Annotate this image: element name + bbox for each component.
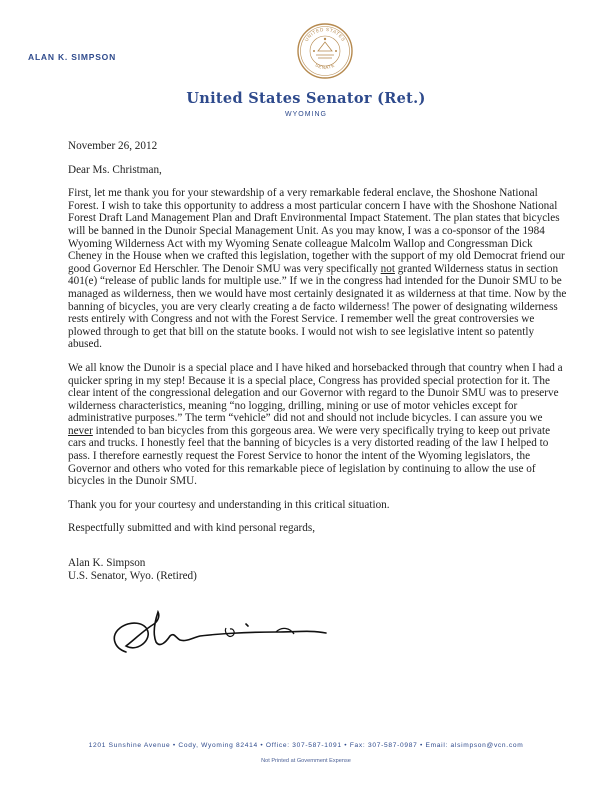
paragraph-2-part-b: intended to ban bicycles from this gorgeous area. We were very specifically trying to keep out private cars and trucks. I honestly feel that the banning of bicycles is a very distorted reading of the law I helped to pass. I therefore earnestly request the Forest Service to honor the intent of the Wyoming legislators, the Governor and others who voted for this remarkable piece of legislation by continuing to allow the use of bicycles in the Dunoir SMU. — [68, 424, 551, 488]
senate-seal — [296, 22, 354, 80]
paragraph-2-part-a: We all know the Dunoir is a special place and I have hiked and horsebacked through that country when I had a quicker spring in my step! Because it is a special place, Congress has provided special protection for it. The clear intent of the congressional delegation and our Governor with regard to the Dunoir SMU was to preserve wilderness characteristics, meaning “no logging, drilling, mining or use of motor vehicles except for administrative purposes.” The term “vehicle” did not and should not include bicycles. I can assure you we — [68, 361, 563, 425]
sender-name: ALAN K. SIMPSON — [28, 52, 117, 62]
svg-text:UNITED STATES: UNITED STATES — [303, 26, 347, 43]
handwritten-signature — [96, 602, 356, 662]
emphasis-never: never — [68, 424, 93, 437]
closing: Respectfully submitted and with kind personal regards, — [68, 522, 316, 535]
signer-name: Alan K. Simpson — [68, 557, 146, 570]
paragraph-1-part-b: granted Wilderness status in section 401(e) “release of public lands for multiple use.” If we in the congress had intended for the Dunoir SMU to be managed as wilderness, then we would have most certainly designated it as wilderness at that time. Now by the banning of bicycles, you are very clearly creating a de facto wilderness! The power of designating wilderness rests entirely with Congress and not with the Forest Service. I remember well the great controversies we plowed through to get that bill on the statute books. I would not wish to see legislative intent so patently abused. — [68, 262, 567, 351]
letterhead-title: United States Senator (Ret.) — [186, 90, 426, 107]
footer-note: Not Printed at Government Expense — [261, 758, 351, 764]
paragraph-1-part-a: First, let me thank you for your stewardship of a very remarkable federal enclave, the Shoshone National Forest. I wish to take this opportunity to address a most particular concern I have with the Shoshone National Forest Draft Land Management Plan and Draft Environmental Impact Statement. The plan states that bicycles will be banned in the Dunoir Special Management Unit. As you may know, I was a co-sponsor of the 1984 Wyoming Wilderness Act with my Wyoming Senate colleague Malcolm Wallop and Congressman Dick Cheney in the House when we crafted this legislation, together with the support of my old Democrat friend our good Governor Ed Herschler. The Denoir SMU was very specifically — [68, 187, 565, 275]
emphasis-not: not — [380, 262, 395, 275]
salutation: Dear Ms. Christman, — [68, 163, 162, 176]
footer-address: 1201 Sunshine Avenue • Cody, Wyoming 82414 • Office: 307-587-1091 • Fax: 307-587-0987 • Email: alsimpson@vcn.com — [88, 742, 524, 749]
svg-text:SENATE: SENATE — [314, 62, 336, 71]
signature-block — [68, 557, 568, 582]
signer-title: U.S. Senator, Wyo. (Retired) — [68, 569, 197, 582]
letter-body — [68, 140, 568, 582]
letter-date: November 26, 2012 — [68, 140, 158, 152]
paragraph-3: Thank you for your courtesy and understanding in this critical situation. — [68, 498, 390, 511]
paragraph-1 — [68, 187, 568, 351]
paragraph-2 — [68, 362, 568, 488]
letterhead-state: WYOMING — [285, 111, 327, 118]
